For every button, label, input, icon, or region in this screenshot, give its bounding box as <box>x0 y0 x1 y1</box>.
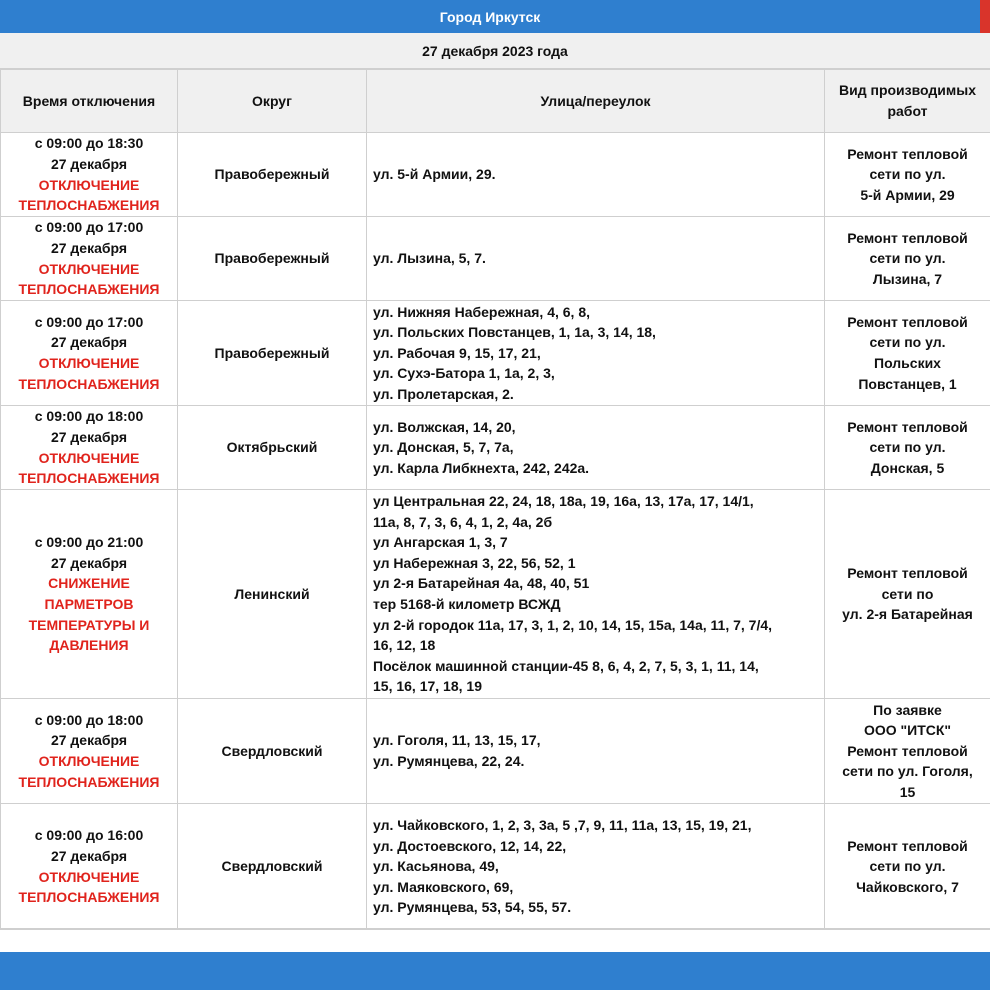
work-line: Повстанцев, 1 <box>858 375 957 392</box>
time-range: с 09:00 до 21:00 <box>34 534 144 551</box>
streets-cell <box>367 133 825 217</box>
status-text: ТЕПЛОСНАБЖЕНИЯ <box>18 375 160 392</box>
street-line: ул. Пролетарская, 2. <box>373 385 514 402</box>
time-range: с 09:00 до 18:30 <box>34 135 144 152</box>
street-line: ул. Волжская, 14, 20, <box>373 418 516 435</box>
time-cell <box>1 804 178 930</box>
work-line: Донская, 5 <box>870 459 945 476</box>
street-line: ул Набережная 3, 22, 56, 52, 1 <box>373 554 576 571</box>
streets-cell <box>367 490 825 699</box>
work-cell <box>825 406 990 490</box>
work-line: сети по ул. Гоголя, <box>842 763 973 780</box>
col-header-district: Округ <box>178 70 367 133</box>
status-text: ТЕПЛОСНАБЖЕНИЯ <box>18 773 160 790</box>
status-text: ОТКЛЮЧЕНИЕ <box>38 176 140 193</box>
street-line: ул. Чайковского, 1, 2, 3, 3а, 5 ,7, 9, 11, 11а, 13, 15, 19, 21, <box>373 817 752 834</box>
streets-cell <box>367 699 825 804</box>
street-line: ул. Румянцева, 22, 24. <box>373 753 525 769</box>
street-line: ул. Польских Повстанцев, 1, 1а, 3, 14, 18, <box>373 324 656 341</box>
work-line: Ремонт тепловой <box>847 229 968 246</box>
work-cell <box>825 217 990 301</box>
street-line: ул Центральная 22, 24, 18, 18а, 19, 16а, 13, 17а, 17, 14/1, <box>373 493 754 510</box>
street-line: ул. Гоголя, 11, 13, 15, 17, <box>373 732 541 749</box>
table-row <box>1 133 990 217</box>
status-text: ОТКЛЮЧЕНИЕ <box>38 355 140 371</box>
work-line: 5-й Армии, 29 <box>860 186 955 203</box>
street-line: ул. Маяковского, 69, <box>373 878 514 895</box>
street-line: ул. Лызина, 5, 7. <box>373 250 486 267</box>
streets-cell <box>367 217 825 301</box>
time-cell <box>1 217 178 301</box>
work-cell <box>825 490 990 699</box>
street-line: ул. Рабочая 9, 15, 17, 21, <box>373 344 541 361</box>
work-line: Ремонт тепловой <box>847 565 968 582</box>
time-cell <box>1 301 178 406</box>
table-row <box>1 406 990 490</box>
streets-cell <box>367 804 825 930</box>
work-line: сети по ул. <box>869 439 946 456</box>
time-range: с 09:00 до 16:00 <box>34 827 144 844</box>
table-bottom-divider <box>0 928 990 929</box>
work-line: 15 <box>899 783 916 800</box>
work-line: Ремонт тепловой <box>847 418 968 435</box>
streets-cell <box>367 301 825 406</box>
work-line: По заявке <box>873 701 942 718</box>
status-text: ОТКЛЮЧЕНИЕ <box>38 449 140 466</box>
time-day: 27 декабря <box>50 847 128 864</box>
edge-accent <box>980 0 990 33</box>
date-title: 27 декабря 2023 года <box>0 33 990 69</box>
status-text: ТЕПЛОСНАБЖЕНИЯ <box>18 281 160 298</box>
work-line: Ремонт тепловой <box>847 837 968 854</box>
district-cell: Правобережный <box>178 217 367 301</box>
district-cell: Свердловский <box>178 699 367 804</box>
city-title: Город Иркутск <box>0 0 980 33</box>
work-line: сети по ул. <box>869 166 946 183</box>
time-day: 27 декабря <box>50 732 128 749</box>
time-cell <box>1 490 178 699</box>
work-line: ул. 2-я Батарейная <box>842 606 973 623</box>
status-text: ДАВЛЕНИЯ <box>49 637 129 654</box>
district-cell: Октябрьский <box>178 406 367 490</box>
street-line: ул 2-я Батарейная 4а, 48, 40, 51 <box>373 575 590 592</box>
work-line: Лызина, 7 <box>872 270 943 287</box>
work-cell <box>825 133 990 217</box>
street-line: ул. Нижняя Набережная, 4, 6, 8, <box>373 303 591 320</box>
col-header-street: Улица/переулок <box>367 70 825 133</box>
street-line: 16, 12, 18 <box>373 637 436 654</box>
table-row <box>1 699 990 804</box>
time-cell <box>1 406 178 490</box>
street-line: ул. Касьянова, 49, <box>373 858 499 875</box>
table-row <box>1 301 990 406</box>
street-line: ул. Сухэ-Батора 1, 1а, 2, 3, <box>373 365 555 382</box>
street-line: 15, 16, 17, 18, 19 <box>373 678 482 695</box>
time-range: с 09:00 до 17:00 <box>34 219 144 236</box>
district-cell: Свердловский <box>178 804 367 930</box>
bottom-bar <box>0 952 990 990</box>
street-line: ул Ангарская 1, 3, 7 <box>373 534 508 551</box>
table-row <box>1 804 990 930</box>
outage-table <box>0 69 990 930</box>
time-range: с 09:00 до 18:00 <box>34 711 144 728</box>
col-header-time: Время отключения <box>1 70 178 133</box>
time-cell <box>1 133 178 217</box>
street-line: ул. Достоевского, 12, 14, 22, <box>373 837 567 854</box>
district-cell: Правобережный <box>178 133 367 217</box>
work-line: Ремонт тепловой <box>847 313 968 330</box>
time-day: 27 декабря <box>50 554 128 571</box>
time-cell <box>1 699 178 804</box>
street-line: ул. Румянцева, 53, 54, 55, 57. <box>373 899 572 916</box>
street-line: Посёлок машинной станции-45 8, 6, 4, 2, 7, 5, 3, 1, 11, 14, <box>373 657 759 674</box>
work-line: сети по ул. <box>869 334 946 351</box>
street-line: ул. Донская, 5, 7, 7а, <box>373 439 514 456</box>
time-day: 27 декабря <box>50 155 128 172</box>
street-line: ул. 5-й Армии, 29. <box>373 166 496 183</box>
time-day: 27 декабря <box>50 428 128 445</box>
district-cell: Правобережный <box>178 301 367 406</box>
time-range: с 09:00 до 17:00 <box>34 313 144 330</box>
table-row <box>1 490 990 699</box>
work-line: Ремонт тепловой <box>847 742 968 759</box>
work-cell <box>825 804 990 930</box>
status-text: ПАРМЕТРОВ <box>44 596 134 612</box>
status-text: СНИЖЕНИЕ <box>48 575 130 592</box>
work-line: Чайковского, 7 <box>856 878 959 895</box>
status-text: ТЕМПЕРАТУРЫ И <box>28 616 150 633</box>
street-line: 11а, 8, 7, 3, 6, 4, 1, 2, 4а, 2б <box>373 513 553 530</box>
header-row <box>1 70 990 133</box>
work-line: ООО "ИТСК" <box>863 722 952 739</box>
work-line: сети по ул. <box>869 858 946 875</box>
status-text: ТЕПЛОСНАБЖЕНИЯ <box>18 470 160 487</box>
work-line: сети по ул. <box>869 250 946 267</box>
table-row <box>1 217 990 301</box>
work-cell <box>825 301 990 406</box>
time-range: с 09:00 до 18:00 <box>34 408 144 425</box>
status-text: ОТКЛЮЧЕНИЕ <box>38 753 140 769</box>
status-text: ТЕПЛОСНАБЖЕНИЯ <box>18 889 160 906</box>
work-line: Ремонт тепловой <box>847 145 968 162</box>
status-text: ОТКЛЮЧЕНИЕ <box>38 868 140 885</box>
street-line: тер 5168-й километр ВСЖД <box>373 596 561 612</box>
status-text: ТЕПЛОСНАБЖЕНИЯ <box>18 197 160 214</box>
work-line: сети по <box>881 585 934 602</box>
status-text: ОТКЛЮЧЕНИЕ <box>38 260 140 277</box>
street-line: ул 2-й городок 11а, 17, 3, 1, 2, 10, 14, 15, 15а, 14а, 11, 7, 7/4, <box>373 616 773 633</box>
time-day: 27 декабря <box>50 334 128 351</box>
street-line: ул. Карла Либкнехта, 242, 242а. <box>373 459 590 476</box>
col-header-work: Вид производимых работ <box>825 70 990 133</box>
district-cell: Ленинский <box>178 490 367 699</box>
work-line: Польских <box>874 355 941 371</box>
time-day: 27 декабря <box>50 239 128 256</box>
streets-cell <box>367 406 825 490</box>
work-cell <box>825 699 990 804</box>
